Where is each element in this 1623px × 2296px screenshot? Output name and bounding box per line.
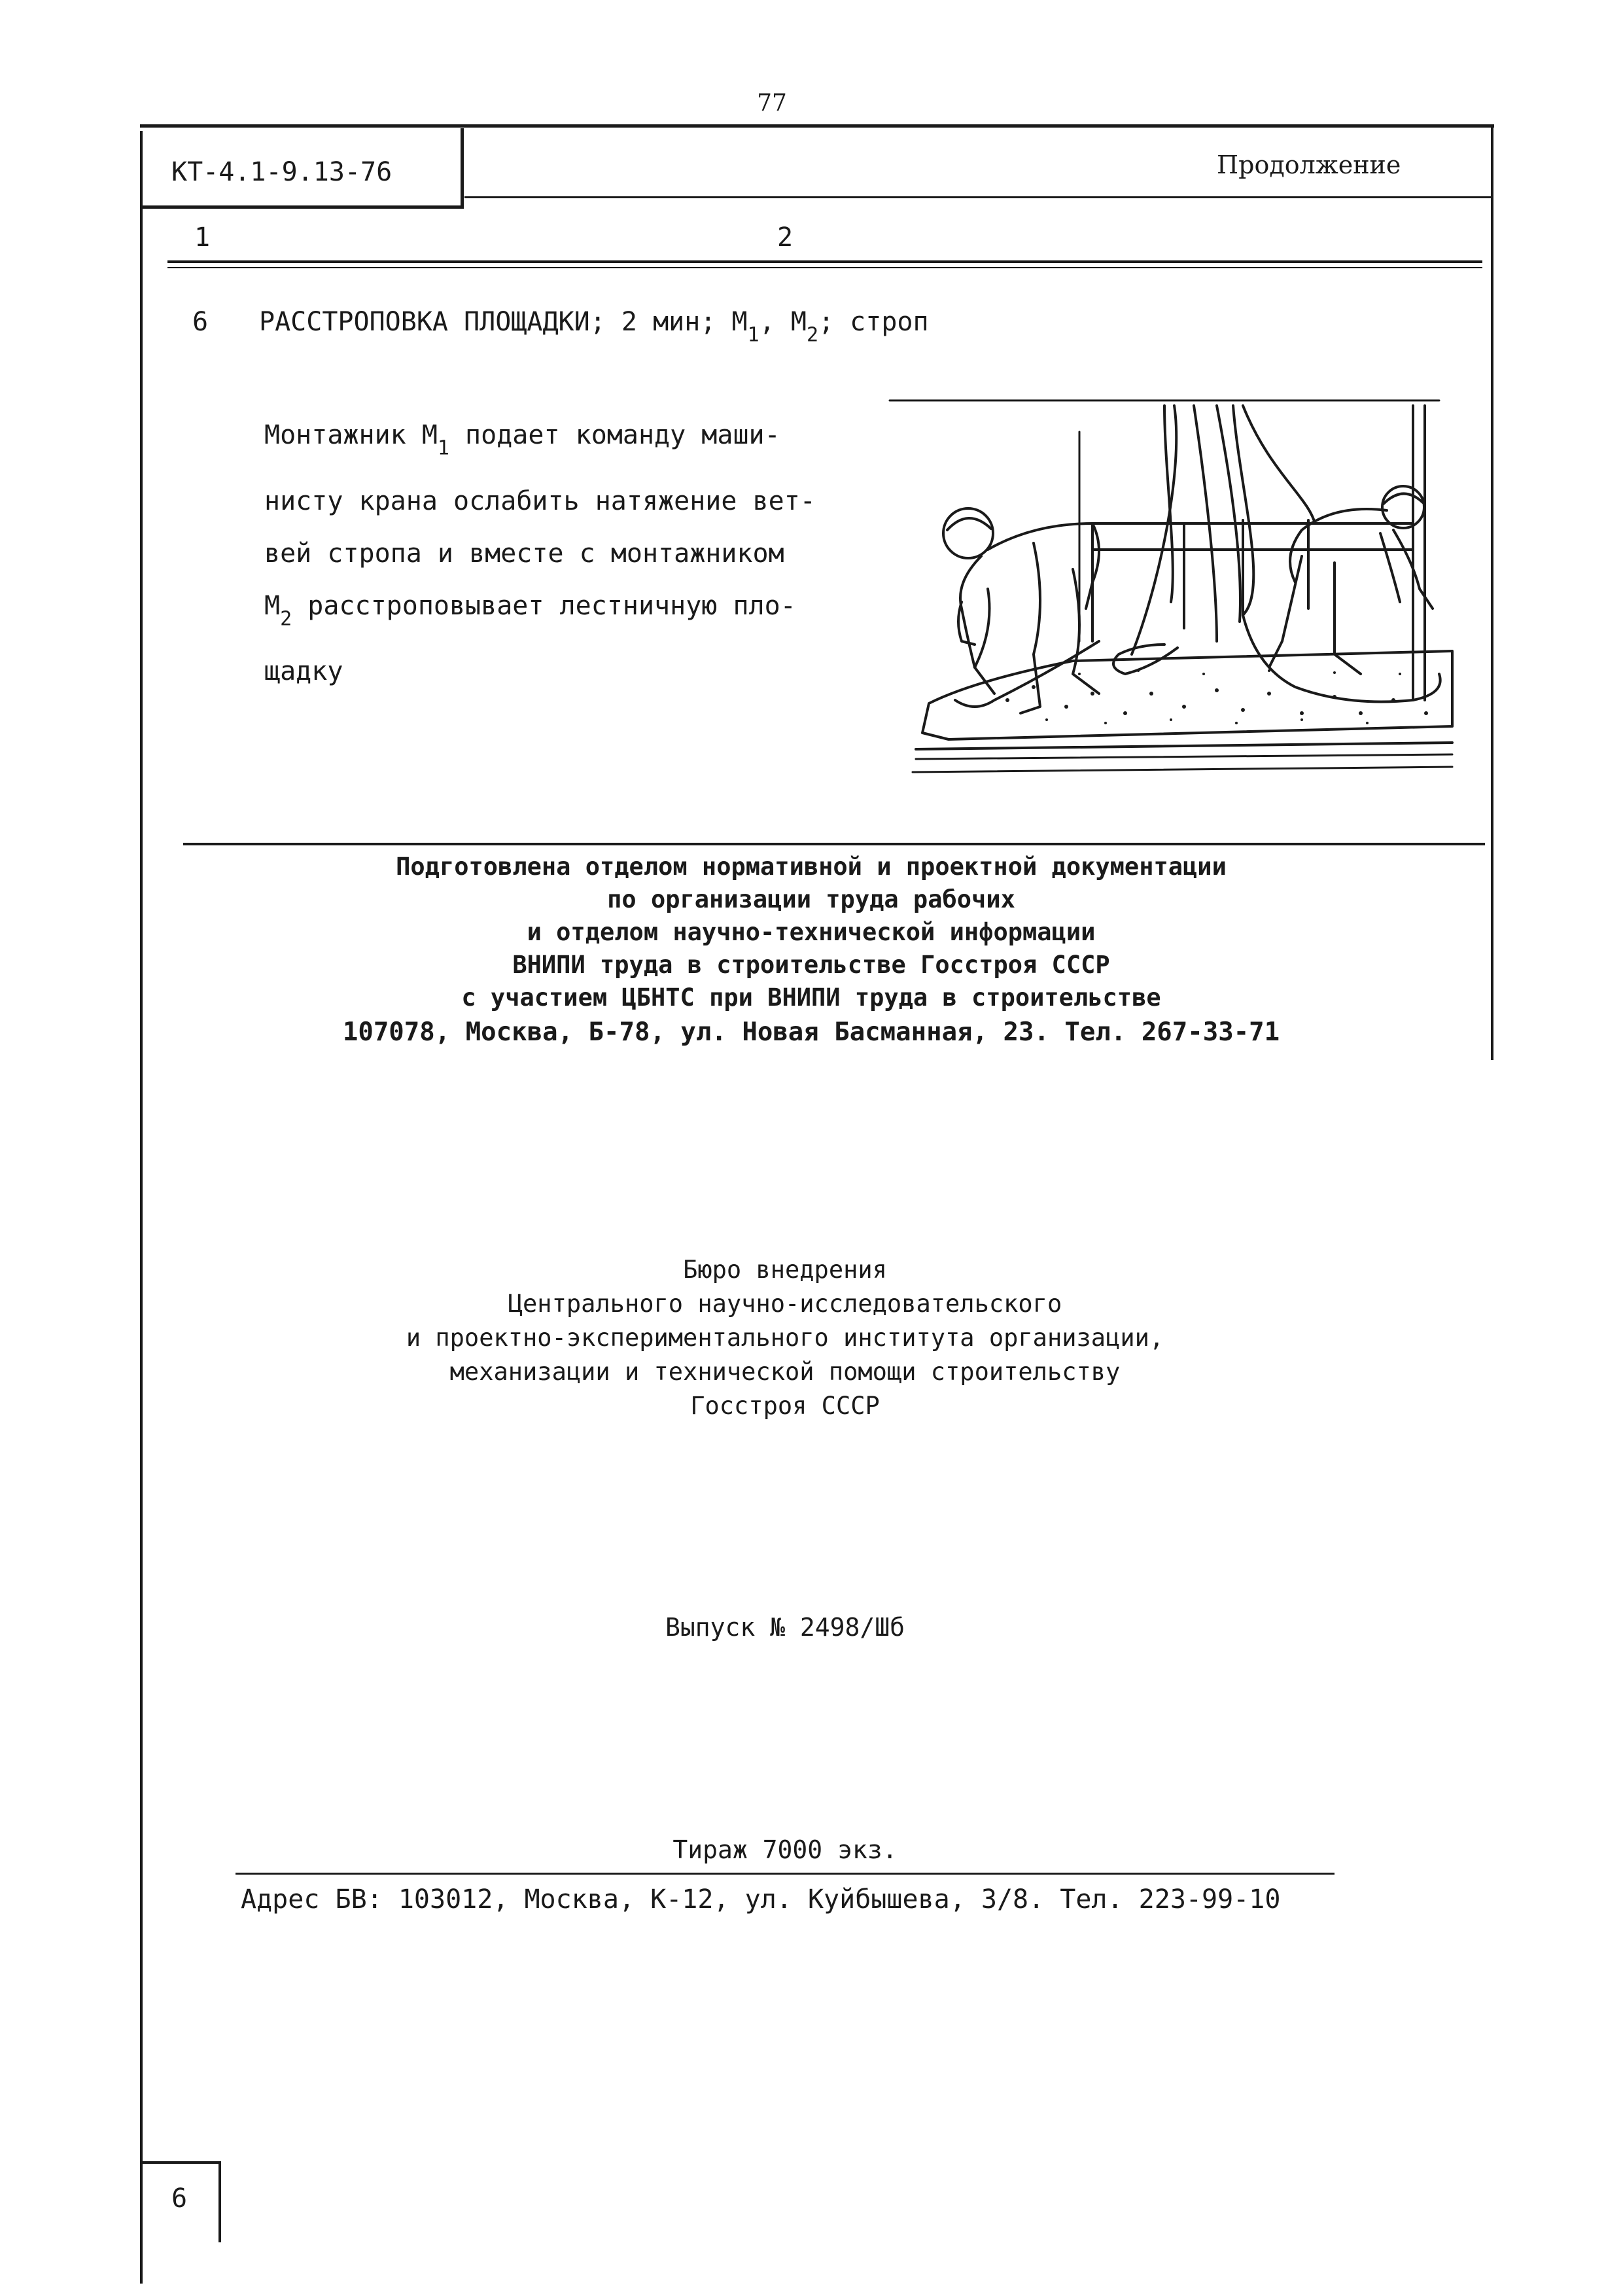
frame-top-border <box>140 124 1494 128</box>
page-number: 77 <box>757 90 787 116</box>
description-line-3: вей стропа и вместе с монтажником <box>264 538 784 569</box>
description-line-1: Монтажник $М_1$ подает команду маши- <box>264 420 780 460</box>
bureau-line-5: Госстроя СССР <box>690 1392 880 1420</box>
prepared-line-2: по организации труда рабочих <box>607 885 1015 913</box>
prepared-line-3: и отделом научно-технической информации <box>527 918 1096 946</box>
operation-title: РАССТРОПОВКА ПЛОЩАДКИ; 2 мин; $М_1$, $М_2$; строп <box>259 307 929 347</box>
header-rule <box>464 196 1492 198</box>
prepared-line-5: с участием ЦБНТС при ВНИПИ труда в строительстве <box>461 983 1161 1012</box>
continuation-label: Продолжение <box>1217 150 1401 179</box>
bureau-line-3: и проектно-экспериментального института организации, <box>406 1324 1164 1352</box>
circulation: Тираж 7000 экз. <box>672 1835 898 1864</box>
column-header-rule-thick <box>167 260 1482 263</box>
issue-number: Выпуск № 2498/Шб <box>665 1613 905 1642</box>
section-divider <box>183 843 1485 845</box>
bureau-block <box>131 1253 1492 1423</box>
prepared-line-4: ВНИПИ труда в строительстве Госстроя СССР <box>512 951 1110 979</box>
column-1-number: 1 <box>194 222 211 253</box>
bureau-line-2: Центрального научно-исследовательского <box>508 1290 1062 1318</box>
column-2-number: 2 <box>777 222 794 253</box>
worker-1: $М_1$ <box>731 307 759 347</box>
description-line-4: $М_2$ расстроповывает лестничную пло- <box>264 590 796 630</box>
frame-left-border <box>140 131 143 2284</box>
bureau-address: Адрес БВ: 103012, Москва, К-12, ул. Куйбышева, 3/8. Тел. 223-99-10 <box>241 1884 1281 1915</box>
column-header-rule-thin <box>167 267 1482 268</box>
operation-number: 6 <box>192 307 209 337</box>
doc-code: КТ-4.1-9.13-76 <box>171 157 393 187</box>
prepared-line-1: Подготовлена отделом нормативной и проектной документации <box>396 853 1227 881</box>
illustration-unslinging <box>877 393 1478 779</box>
address-rule <box>236 1873 1335 1875</box>
description-line-5: щадку <box>264 656 343 686</box>
sheet-number: 6 <box>171 2183 188 2214</box>
prepared-by-block <box>131 851 1492 1051</box>
operation-tool: ; строп <box>818 307 929 337</box>
prepared-address-line: 107078, Москва, Б-78, ул. Новая Басманная, 23. Тел. 267-33-71 <box>342 1017 1280 1047</box>
bureau-line-4: механизации и технической помощи строительству <box>449 1358 1121 1386</box>
bureau-line-1: Бюро внедрения <box>683 1256 887 1284</box>
description-line-2: нисту крана ослабить натяжение вет- <box>264 486 816 516</box>
operation-name: РАССТРОПОВКА ПЛОЩАДКИ; <box>259 307 606 337</box>
operation-description <box>264 409 827 698</box>
worker-2: $М_2$ <box>790 307 818 347</box>
operation-duration: 2 мин; <box>621 307 716 337</box>
